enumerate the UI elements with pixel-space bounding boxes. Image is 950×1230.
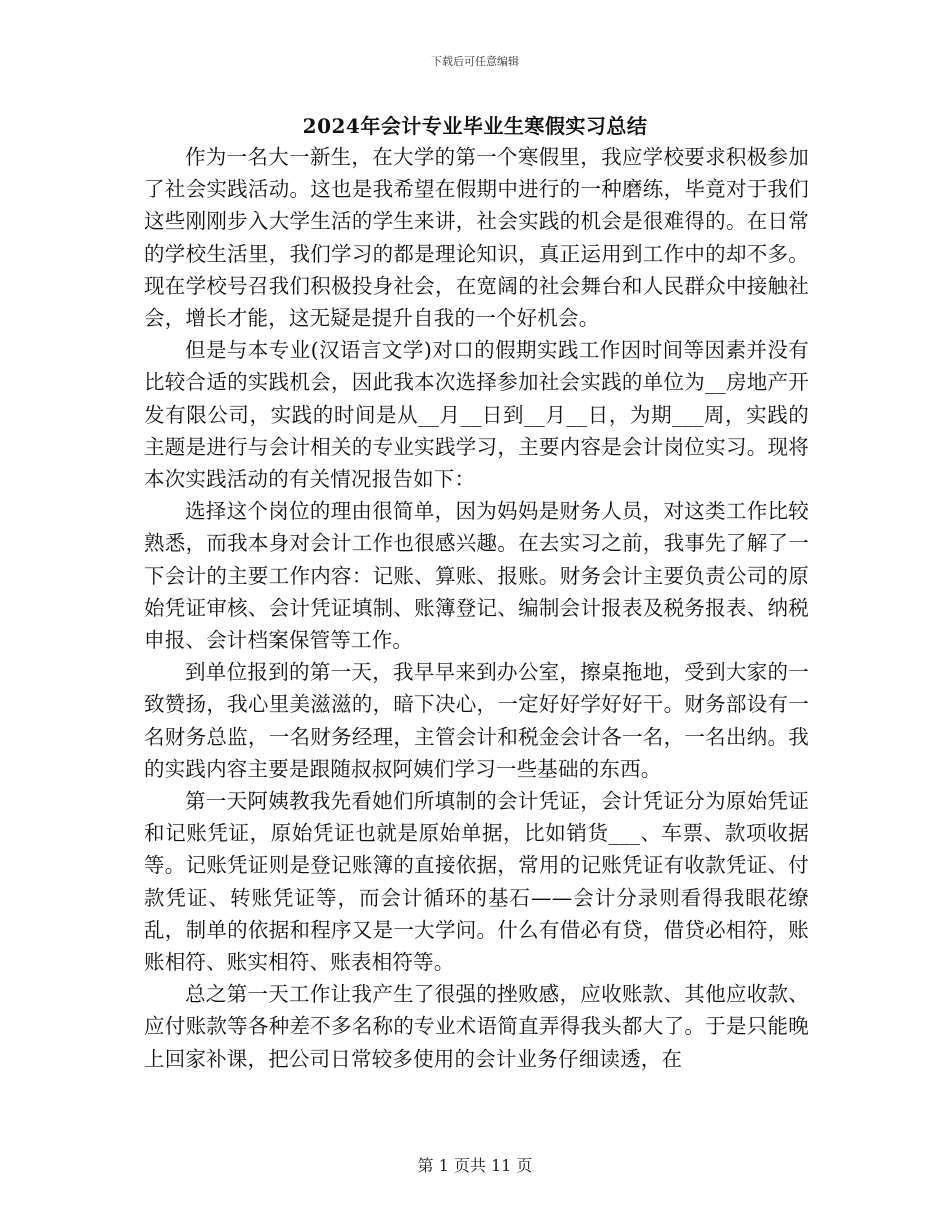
paragraph: 到单位报到的第一天，我早早来到办公室，擦桌拖地，受到大家的一致赞扬，我心里美滋滋的，暗下决心，一定好好学好好干。财务部设有一名财务总监，一名财务经理，主管会计和税金会计各一名，一名出纳。我的实践内容主要是跟随叔叔阿姨们学习一些基础的东西。 (144, 660, 809, 781)
document-body (144, 141, 809, 1075)
page-number-footer: 第 1 页共 11 页 (417, 1156, 533, 1175)
document-title: 2024年会计专业毕业生寒假实习总结 (302, 114, 648, 138)
paragraph: 作为一名大一新生，在大学的第一个寒假里，我应学校要求积极参加了社会实践活动。这也是我希望在假期中进行的一种磨练，毕竟对于我们这些刚刚步入大学生活的学生来讲，社会实践的机会是很难得的。在日常的学校生活里，我们学习的都是理论知识，真正运用到工作中的却不多。现在学校号召我们积极投身社会，在宽阔的社会舞台和人民群众中接触社会，增长才能，这无疑是提升自我的一个好机会。 (144, 145, 809, 331)
paragraph: 总之第一天工作让我产生了很强的挫败感，应收账款、其他应收款、应付账款等各种差不多名称的专业术语简直弄得我头都大了。于是只能晚上回家补课，把公司日常较多使用的会计业务仔细读透，在 (144, 982, 809, 1071)
paragraph: 选择这个岗位的理由很简单，因为妈妈是财务人员，对这类工作比较熟悉，而我本身对会计工作也很感兴趣。在去实习之前，我事先了解了一下会计的主要工作内容：记账、算账、报账。财务会计主要负责公司的原始凭证审核、会计凭证填制、账簿登记、编制会计报表及税务报表、纳税申报、会计档案保管等工作。 (144, 499, 809, 653)
header-note: 下载后可任意编辑 (431, 55, 519, 68)
paragraph: 但是与本专业(汉语言文学)对口的假期实践工作因时间等因素并没有比较合适的实践机会，因此我本次选择参加社会实践的单位为__房地产开发有限公司，实践的时间是从__月__日到__月__日，为期___周，实践的主题是进行与会计相关的专业实践学习，主要内容是会计岗位实习。现将本次实践活动的有关情况报告如下： (144, 338, 809, 492)
paragraph: 第一天阿姨教我先看她们所填制的会计凭证，会计凭证分为原始凭证和记账凭证，原始凭证也就是原始单据，比如销货___、车票、款项收据等。记账凭证则是登记账簿的直接依据，常用的记账凭证有收款凭证、付款凭证、转账凭证等，而会计循环的基石——会计分录则看得我眼花缭乱，制单的依据和程序又是一大学问。什么有借必有贷，借贷必相符，账账相符、账实相符、账表相符等。 (144, 789, 809, 975)
